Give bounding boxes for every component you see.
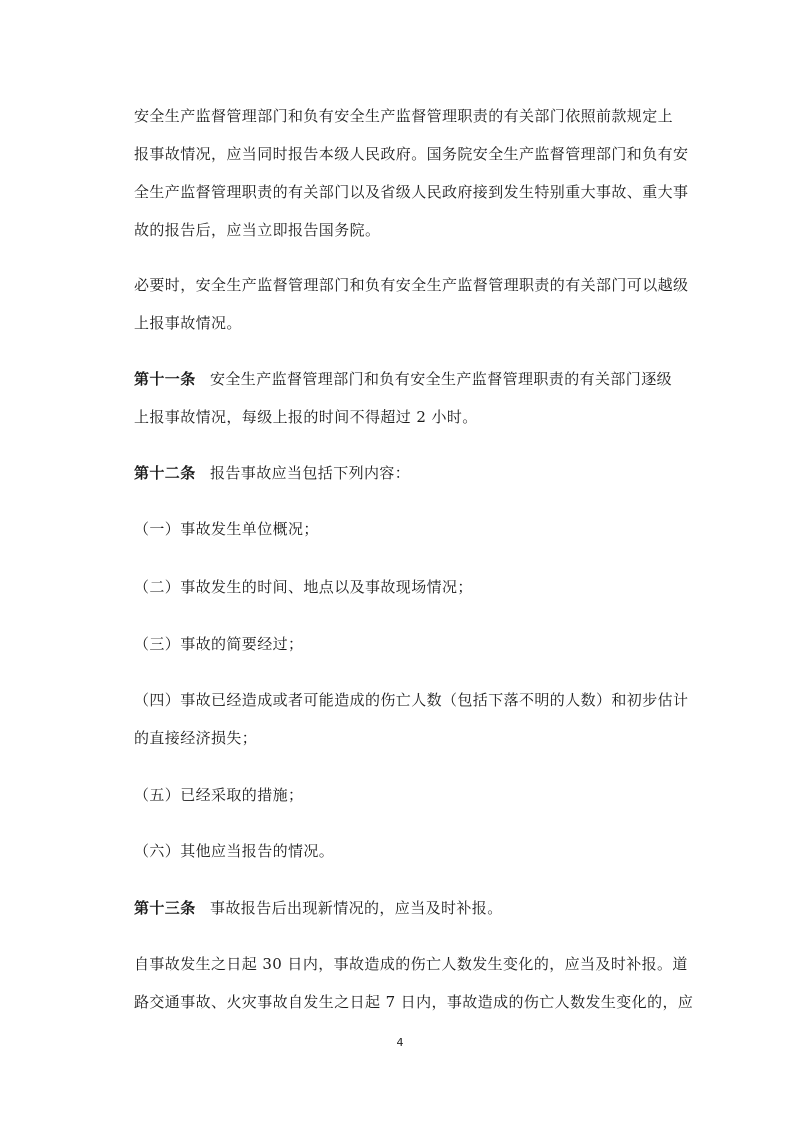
article-11-line-2: 上报事故情况，每级上报的时间不得超过 2 小时。 [134, 408, 478, 426]
list-item-2: （二）事故发生的时间、地点以及事故现场情况； [134, 578, 473, 596]
article-12-text: 报告事故应当包括下列内容： [210, 464, 411, 482]
list-item-5: （五）已经采取的措施； [134, 786, 304, 804]
list-item-4-line-1: （四）事故已经造成或者可能造成的伤亡人数（包括下落不明的人数）和初步估计 [134, 691, 689, 709]
list-item-4-line-2: 的直接经济损失； [134, 729, 258, 747]
article-13-line [134, 898, 503, 918]
article-11-label: 第十一条 [134, 370, 196, 388]
paragraph-1-line-2: 报事故情况，应当同时报告本级人民政府。国务院安全生产监督管理部门和负有安 [134, 145, 689, 163]
paragraph-3-line-1: 自事故发生之日起 30 日内，事故造成的伤亡人数发生变化的，应当及时补报。道 [134, 955, 688, 973]
paragraph-1-line-1: 安全生产监督管理部门和负有安全生产监督管理职责的有关部门依照前款规定上 [134, 107, 674, 125]
article-11-text: 安全生产监督管理部门和负有安全生产监督管理职责的有关部门逐级 [210, 370, 673, 388]
article-13-text: 事故报告后出现新情况的，应当及时补报。 [210, 899, 503, 917]
paragraph-3-line-2: 路交通事故、火灾事故自发生之日起 7 日内，事故造成的伤亡人数发生变化的，应 [134, 993, 694, 1011]
list-item-3: （三）事故的简要经过； [134, 635, 304, 653]
paragraph-2-line-1: 必要时，安全生产监督管理部门和负有安全生产监督管理职责的有关部门可以越级 [134, 276, 689, 294]
article-12-line [134, 463, 410, 483]
page-number: 4 [396, 1036, 404, 1049]
article-11-line-1 [134, 369, 672, 389]
paragraph-2-line-2: 上报事故情况。 [134, 314, 242, 332]
paragraph-1-line-3: 全生产监督管理职责的有关部门以及省级人民政府接到发生特别重大事故、重大事 [134, 183, 689, 201]
paragraph-1-line-4: 故的报告后，应当立即报告国务院。 [134, 221, 381, 239]
list-item-6: （六）其他应当报告的情况。 [134, 842, 335, 860]
list-item-1: （一）事故发生单位概况； [134, 520, 319, 538]
article-12-label: 第十二条 [134, 464, 196, 482]
article-13-label: 第十三条 [134, 899, 196, 917]
